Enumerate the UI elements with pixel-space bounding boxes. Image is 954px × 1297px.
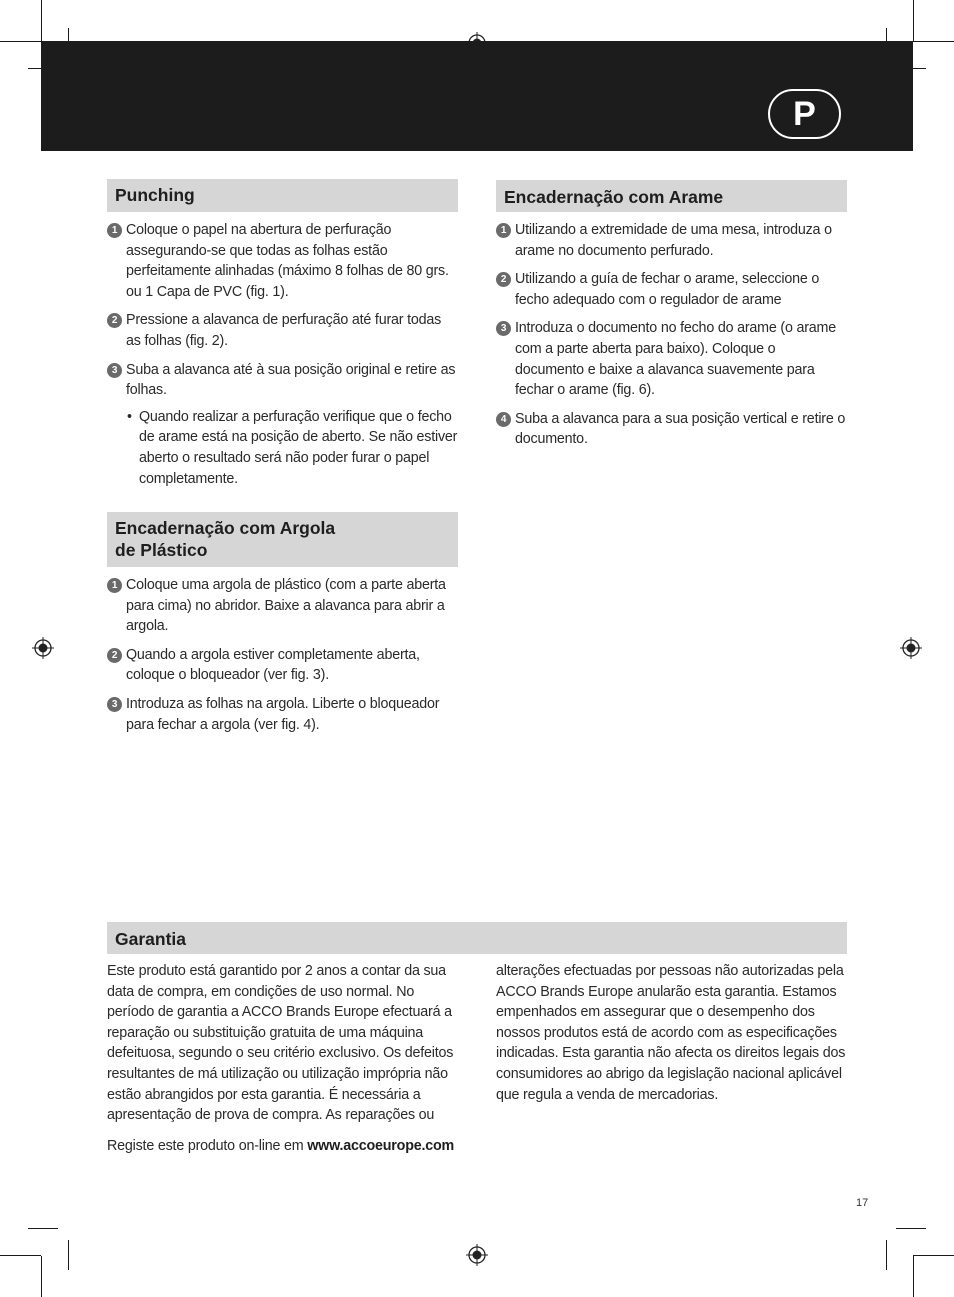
step-text: Suba a alavanca para a sua posição vertical e retire o documento. bbox=[515, 410, 846, 448]
crop-mark bbox=[0, 1255, 41, 1256]
language-badge: P bbox=[768, 89, 841, 139]
crop-mark bbox=[41, 1256, 42, 1297]
step-text: Suba a alavanca até à sua posição original e retire as folhas. bbox=[126, 361, 456, 399]
list-item bbox=[496, 409, 847, 450]
crop-mark bbox=[28, 1228, 58, 1229]
list-item bbox=[107, 310, 458, 351]
warranty-right-column bbox=[496, 961, 847, 1105]
crop-mark bbox=[68, 1240, 69, 1270]
plastic-binding-section bbox=[107, 512, 458, 735]
step-text: Utilizando a guía de fechar o arame, seleccione o fecho adequado com o regulador de arame bbox=[515, 271, 820, 308]
list-item bbox=[107, 645, 458, 686]
warranty-text: alterações efectuadas por pessoas não autorizadas pela ACCO Brands Europe anularão esta garantia. Estamos empenhados em assegurar que o desempenho dos nossos produtos está de acordo com as especificações indicadas. Esta garantia não afecta os direitos legais dos consumidores ao abrigo da legislação nacional aplicável que regula a venda de mercadorias. bbox=[496, 963, 846, 1103]
step-number: 1 bbox=[107, 223, 122, 238]
page-number: 17 bbox=[856, 1197, 869, 1209]
step-number: 2 bbox=[496, 272, 511, 287]
list-item bbox=[107, 694, 458, 735]
step-number: 4 bbox=[496, 412, 511, 427]
step-number: 3 bbox=[496, 321, 511, 336]
step-text: Introduza o documento no fecho do arame (o arame com a parte aberta para baixo). Coloque o documento e baixe a alavanca suavemente para fechar o arame (fig. 6). bbox=[515, 320, 837, 399]
step-text: Pressione a alavanca de perfuração até furar todas as folhas (fig. 2). bbox=[126, 312, 442, 349]
warranty-heading: Garantia bbox=[107, 922, 847, 954]
crop-mark bbox=[896, 1228, 926, 1229]
crop-mark bbox=[0, 41, 41, 42]
list-item bbox=[107, 220, 458, 302]
register-line bbox=[107, 1136, 457, 1157]
section-heading bbox=[107, 512, 458, 567]
step-text: Coloque uma argola de plástico (com a parte aberta para cima) no abridor. Baixe a alavanca para abrir a argola. bbox=[126, 577, 446, 635]
step-text: Utilizando a extremidade de uma mesa, introduza o arame no documento perfurado. bbox=[515, 222, 832, 259]
step-number: 3 bbox=[107, 363, 122, 378]
heading-line: Encadernação com Argola bbox=[115, 518, 336, 538]
list-item bbox=[496, 220, 847, 261]
bullet-text: Quando realizar a perfuração verifique que o fecho de arame está na posição de aberto. Se não estiver aberto o resultado será não poder furar o papel completamente. bbox=[139, 408, 458, 487]
step-number: 3 bbox=[107, 697, 122, 712]
list-item bbox=[107, 575, 458, 637]
register-text: Registe este produto on-line em bbox=[107, 1137, 308, 1154]
crop-mark bbox=[886, 1240, 887, 1270]
step-number: 2 bbox=[107, 313, 122, 328]
crop-mark bbox=[913, 1255, 954, 1256]
warranty-left-column bbox=[107, 961, 457, 1156]
list-item bbox=[107, 360, 458, 401]
heading-line: de Plástico bbox=[115, 540, 208, 560]
punching-section bbox=[107, 179, 458, 489]
wire-binding-section bbox=[496, 180, 847, 450]
step-text: Introduza as folhas na argola. Liberte o bloqueador para fechar a argola (ver fig. 4). bbox=[126, 695, 440, 733]
list-item bbox=[496, 269, 847, 310]
warranty-text: Este produto está garantido por 2 anos a contar da sua data de compra, em condições de uso normal. No período de garantia a ACCO Brands Europe efectuará a reparação ou substituição gratuita de uma máquina defeituosa, segundo o seu critério exclusivo. Os defeitos resultantes de má utilização ou utilização imprópria não estão abrangidos por esta garantia. É necessária a apresentação de prova de compra. As reparações ou bbox=[107, 963, 454, 1124]
step-text: Quando a argola estiver completamente aberta, coloque o bloqueador (ver fig. 3). bbox=[126, 646, 420, 684]
section-heading: Encadernação com Arame bbox=[496, 180, 847, 212]
section-heading: Punching bbox=[107, 179, 458, 212]
crop-mark bbox=[913, 41, 954, 42]
crop-mark bbox=[913, 1256, 914, 1297]
register-link[interactable]: www.accoeurope.com bbox=[307, 1137, 455, 1154]
crop-mark bbox=[913, 0, 914, 41]
step-number: 1 bbox=[107, 578, 122, 593]
bullet-note bbox=[107, 407, 458, 489]
step-number: 1 bbox=[496, 223, 511, 238]
crop-mark bbox=[41, 0, 42, 41]
list-item bbox=[496, 318, 847, 400]
registration-mark-icon bbox=[900, 637, 922, 659]
registration-mark-icon bbox=[32, 637, 54, 659]
registration-mark-icon bbox=[466, 1244, 488, 1266]
bullet-icon: • bbox=[127, 408, 132, 425]
step-text: Coloque o papel na abertura de perfuração assegurando-se que todas as folhas estão perfeitamente alinhadas (máximo 8 folhas de 80 grs. ou 1 Capa de PVC (fig. 1). bbox=[126, 222, 449, 300]
step-number: 2 bbox=[107, 648, 122, 663]
